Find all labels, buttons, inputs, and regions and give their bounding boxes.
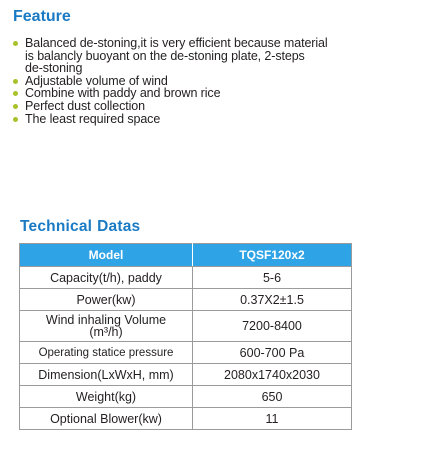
bullet-dot-icon xyxy=(13,79,18,84)
feature-text: The least required space xyxy=(25,111,161,126)
spec-value: 0.37X2±1.5 xyxy=(193,289,352,311)
table-row xyxy=(20,408,352,430)
feature-text: Balanced de-stoning,it is very efficient because material xyxy=(25,36,328,50)
spec-label: Weight(kg) xyxy=(20,386,193,408)
spec-label-unit: (m³/h) xyxy=(89,325,123,339)
spec-table-header xyxy=(20,244,352,267)
feature-item xyxy=(13,37,373,75)
feature-list xyxy=(13,37,373,125)
spec-value: 2080x1740x2030 xyxy=(193,364,352,386)
feature-text: de-stoning xyxy=(25,61,83,76)
spec-table xyxy=(19,243,352,430)
spec-value: 5-6 xyxy=(193,267,352,289)
table-row xyxy=(20,386,352,408)
spec-label: Capacity(t/h), paddy xyxy=(20,267,193,289)
feature-text: Combine with paddy and brown rice xyxy=(25,86,221,101)
table-row xyxy=(20,311,352,342)
table-row xyxy=(20,289,352,311)
bullet-dot-icon xyxy=(13,117,18,122)
bullet-dot-icon xyxy=(13,91,18,96)
feature-heading: Feature xyxy=(13,8,71,25)
spec-label: Dimension(LxWxH, mm) xyxy=(20,364,193,386)
feature-text: is balancly buoyant on the de-stoning plate, 2-steps xyxy=(25,48,305,63)
technical-heading-word: Technical xyxy=(20,218,93,235)
datas-heading-word: Datas xyxy=(97,218,141,235)
spec-value: 650 xyxy=(193,386,352,408)
table-row xyxy=(20,342,352,364)
table-row xyxy=(20,267,352,289)
spec-label: Operating statice pressure xyxy=(20,342,193,364)
spec-label: Power(kw) xyxy=(20,289,193,311)
model-column-header: Model xyxy=(20,244,193,267)
spec-label: Optional Blower(kw) xyxy=(20,408,193,430)
bullet-dot-icon xyxy=(13,41,18,46)
technical-datas-heading xyxy=(20,218,140,236)
spec-value: 600-700 Pa xyxy=(193,342,352,364)
table-row xyxy=(20,364,352,386)
spec-value: 11 xyxy=(193,408,352,430)
feature-item xyxy=(13,113,373,126)
spec-value: 7200-8400 xyxy=(193,311,352,342)
spec-label-line: Wind inhaling Volume xyxy=(45,313,167,327)
bullet-dot-icon xyxy=(13,104,18,109)
feature-text: Perfect dust collection xyxy=(25,98,145,113)
model-value-header: TQSF120x2 xyxy=(193,244,352,267)
spec-label xyxy=(20,311,193,342)
feature-text: Adjustable volume of wind xyxy=(25,73,168,88)
